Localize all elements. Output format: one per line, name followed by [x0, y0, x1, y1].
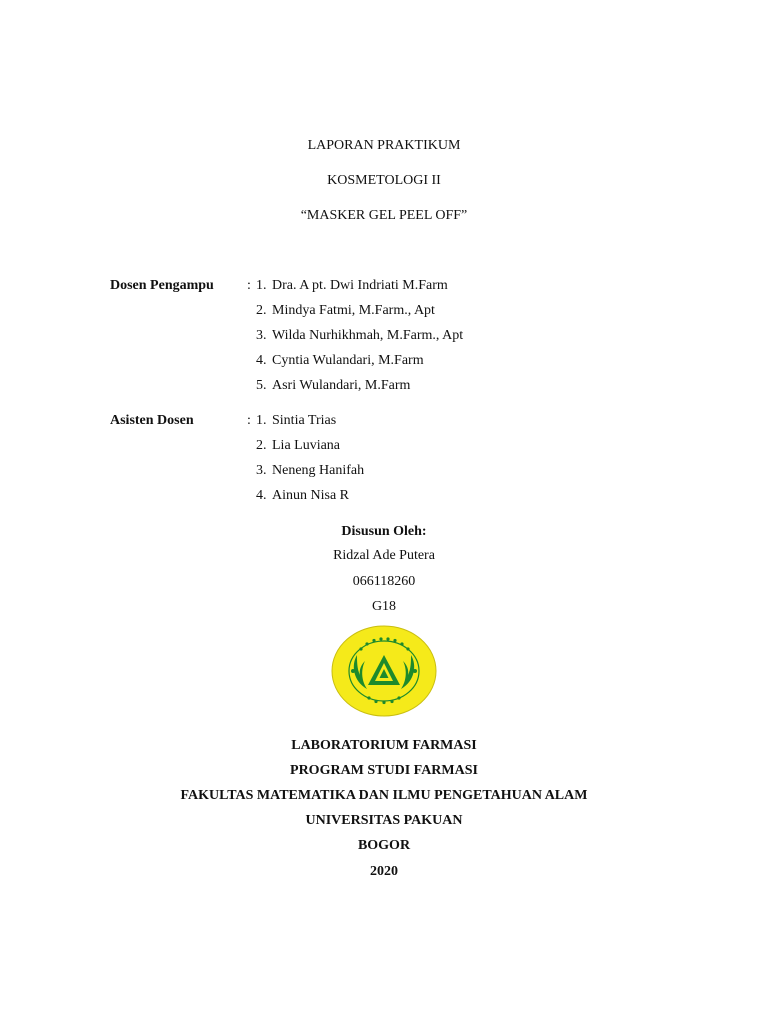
course-title: KOSMETOLOGI II	[327, 173, 441, 188]
assistants-label: Asisten Dosen	[110, 413, 194, 428]
experiment-title: “MASKER GEL PEEL OFF”	[300, 208, 468, 223]
lecturer-item: 2. Mindya Fatmi, M.Farm., Apt	[256, 303, 435, 318]
lecturers-label: Dosen Pengampu	[110, 278, 214, 293]
author-heading: Disusun Oleh:	[341, 524, 427, 539]
university-name: UNIVERSITAS PAKUAN	[305, 813, 463, 828]
assistant-item: 1. Sintia Trias	[256, 413, 337, 428]
lecturer-item: 1. Dra. A pt. Dwi Indriati M.Farm	[256, 278, 448, 293]
lab-name: LABORATORIUM FARMASI	[291, 738, 477, 753]
author-npm: 066118260	[352, 574, 416, 589]
author-class: G18	[371, 599, 397, 614]
lecturer-item: 3. Wilda Nurhikhmah, M.Farm., Apt	[256, 328, 464, 343]
author-name: Ridzal Ade Putera	[333, 548, 435, 563]
lecturers-colon: :	[247, 278, 251, 293]
assistant-item: 3. Neneng Hanifah	[256, 463, 365, 478]
faculty-name: FAKULTAS MATEMATIKA DAN ILMU PENGETAHUAN ALAM	[180, 788, 588, 803]
city-name: BOGOR	[357, 838, 411, 853]
study-program: PROGRAM STUDI FARMASI	[290, 763, 478, 778]
year: 2020	[370, 864, 398, 879]
lecturer-item: 4. Cyntia Wulandari, M.Farm	[256, 353, 424, 368]
assistants-colon: :	[247, 413, 251, 428]
assistant-item: 2. Lia Luviana	[256, 438, 341, 453]
report-title: LAPORAN PRAKTIKUM	[307, 138, 461, 153]
university-seal-icon	[331, 625, 437, 717]
assistant-item: 4. Ainun Nisa R	[256, 488, 349, 503]
lecturer-item: 5. Asri Wulandari, M.Farm	[256, 378, 411, 393]
